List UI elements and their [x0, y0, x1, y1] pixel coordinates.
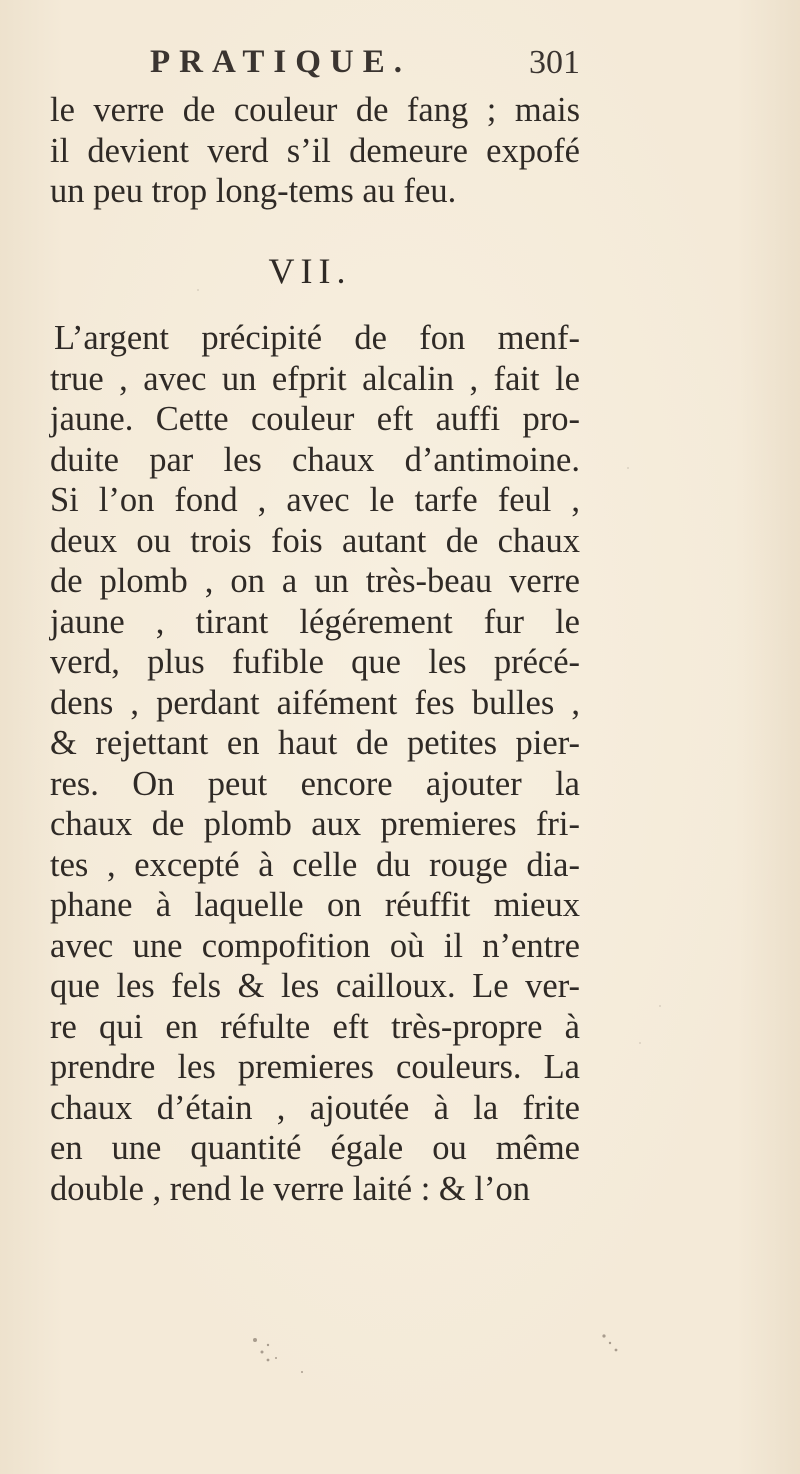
text-line: re qui en réfulte eft très-propre à — [50, 1007, 580, 1046]
text-line: tes , excepté à celle du rouge dia- — [50, 845, 580, 884]
text-line: Si l’on fond , avec le tarfe feul , — [50, 481, 580, 519]
section-heading: VII. — [268, 251, 352, 291]
text-line: prendre les premieres couleurs. La — [50, 1048, 580, 1086]
text-line: dens , perdant aifément fes bulles , — [50, 683, 580, 722]
text-line: phane à laquelle on réuffit mieux — [50, 886, 580, 924]
text-line: que les fels & les cailloux. Le ver- — [50, 967, 580, 1005]
text-line: en une quantité égale ou même — [50, 1129, 580, 1167]
text-line: jaune , tirant légérement fur le — [50, 602, 580, 641]
text-line: L’argent précipité de fon menf- — [54, 319, 580, 357]
running-head: PRATIQUE. — [150, 44, 411, 80]
text-line: avec une compofition où il n’entre — [50, 926, 580, 965]
text-line: jaune. Cette couleur eft auffi pro- — [50, 400, 580, 438]
text-line: & rejettant en haut de petites pier- — [50, 724, 580, 762]
text-line: res. On peut encore ajouter la — [50, 764, 580, 803]
text-line: deux ou trois fois autant de chaux — [50, 521, 580, 560]
text-line: de plomb , on a un très-beau verre — [50, 562, 580, 600]
text-line: il devient verd s’il demeure expofé — [50, 131, 580, 170]
text-line: true , avec un efprit alcalin , fait le — [50, 359, 580, 398]
text-line: le verre de couleur de fang ; mais — [50, 91, 580, 129]
page-header — [150, 40, 580, 90]
page-number: 301 — [529, 44, 580, 81]
text-line: double , rend le verre laité : & l’on — [50, 1169, 530, 1208]
main-paragraph — [50, 318, 580, 1209]
text-line: duite par les chaux d’antimoine. — [50, 440, 580, 479]
text-line: un peu trop long-tems au feu. — [50, 172, 457, 210]
continuation-paragraph — [50, 90, 580, 212]
text-line: verd, plus fufible que les précé- — [50, 643, 580, 681]
text-line: chaux de plomb aux premieres fri- — [50, 805, 580, 843]
text-line: chaux d’étain , ajoutée à la frite — [50, 1088, 580, 1127]
